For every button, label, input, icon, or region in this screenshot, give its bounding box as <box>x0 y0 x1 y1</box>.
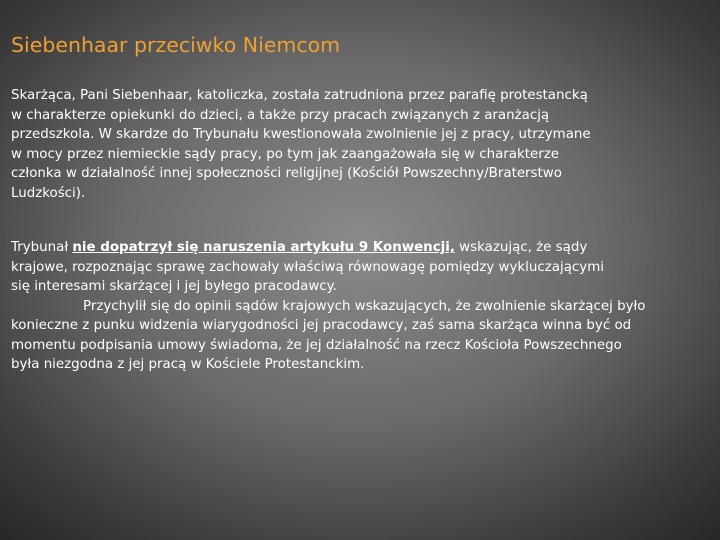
text-line: przedszkola. W skardze do Trybunału kwestionowała zwolnienie jej z pracy, utrzymane <box>11 127 591 142</box>
text-line: w mocy przez niemieckie sądy pracy, po tym jak zaangażowała się w charakterze <box>11 146 560 162</box>
text-line: Ludzkości). <box>11 185 86 201</box>
paragraph-case-facts <box>11 86 711 203</box>
emphasized-ruling: nie dopatrzył się naruszenia artykułu 9 Konwencji, <box>72 240 455 255</box>
text-line: członka w działalność innej społeczności religijnej (Kościół Powszechny/Braterstwo <box>11 166 562 181</box>
text-line: była niezgodna z jej pracą w Kościele Protestanckim. <box>11 357 365 372</box>
text-segment: wskazując, że sądy <box>454 240 588 255</box>
text-line: momentu podpisania umowy świadoma, że jej działalność na rzecz Kościoła Powszechnego <box>11 337 622 353</box>
text-line: krajowe, rozpoznając sprawę zachowały właściwą równowagę pomiędzy wykluczającymi <box>11 259 604 275</box>
text-line: w charakterze opiekunki do dzieci, a także przy pracach związanych z aranżacją <box>11 107 550 123</box>
text-segment: Trybunał <box>11 240 73 255</box>
text-line <box>11 238 711 258</box>
text-line: konieczne z punku widzenia wiarygodności jej pracodawcy, zaś sama skarżąca winna być od <box>11 318 632 333</box>
text-line-indented: Przychylił się do opinii sądów krajowych wskazujących, że zwolnienie skarżącej było <box>83 298 646 314</box>
paragraph-court-ruling <box>11 238 711 375</box>
text-line: Skarżąca, Pani Siebenhaar, katoliczka, została zatrudniona przez parafię protestancką <box>11 88 588 103</box>
slide-title: Siebenhaar przeciwko Niemcom <box>11 33 341 57</box>
text-line: się interesami skarżącej i jej byłego pracodawcy. <box>11 279 337 294</box>
